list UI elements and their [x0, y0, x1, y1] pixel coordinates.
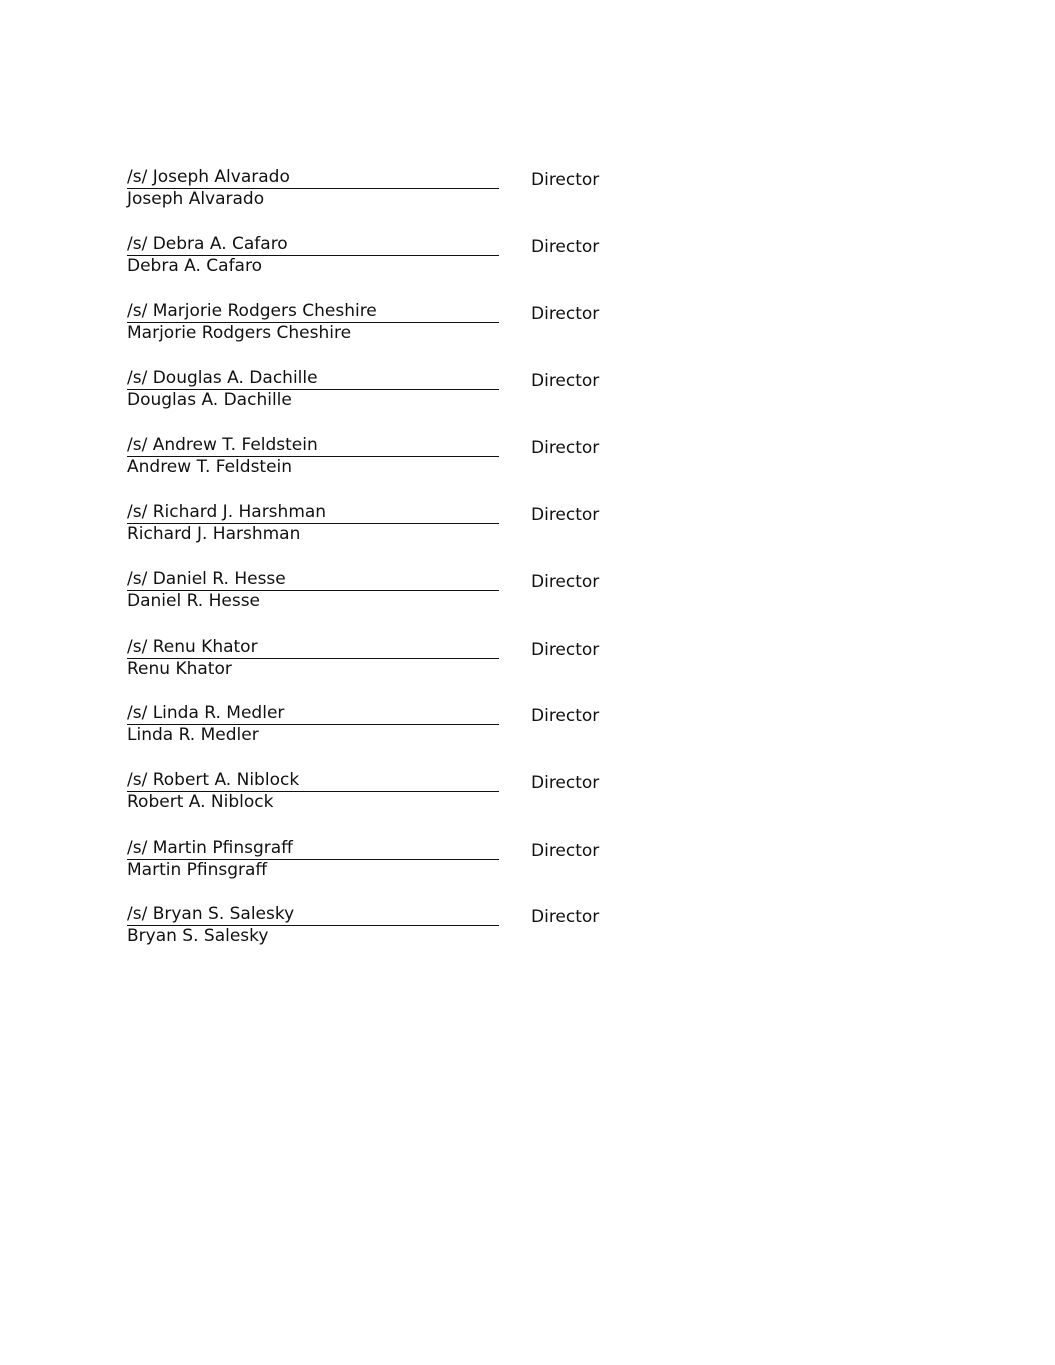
signatory-title: Director [531, 572, 600, 592]
signature-block [127, 503, 647, 551]
signatory-title: Director [531, 304, 600, 324]
signatory-title: Director [531, 438, 600, 458]
signatory-title: Director [531, 170, 600, 190]
signatory-title: Director [531, 706, 600, 726]
signatory-name: Martin Pfinsgraff [127, 860, 268, 880]
signatory-name: Renu Khator [127, 659, 232, 679]
signature-block [127, 839, 647, 887]
signature-line: /s/ Andrew T. Feldstein [127, 436, 499, 457]
signature-line: /s/ Renu Khator [127, 638, 499, 659]
signature-line: /s/ Douglas A. Dachille [127, 369, 499, 390]
signatory-name: Andrew T. Feldstein [127, 457, 293, 477]
signatory-title: Director [531, 237, 600, 257]
signature-block [127, 302, 647, 350]
signature-line: /s/ Daniel R. Hesse [127, 570, 499, 591]
signature-block [127, 638, 647, 686]
signatory-title: Director [531, 841, 600, 861]
signatory-name: Joseph Alvarado [127, 189, 265, 209]
signatory-title: Director [531, 640, 600, 660]
signatory-name: Daniel R. Hesse [127, 591, 261, 611]
signatory-name: Richard J. Harshman [127, 524, 301, 544]
signatory-name: Douglas A. Dachille [127, 390, 292, 410]
signatory-title: Director [531, 371, 600, 391]
signature-line: /s/ Joseph Alvarado [127, 168, 499, 189]
signatory-name: Debra A. Cafaro [127, 256, 262, 276]
signature-block [127, 436, 647, 484]
signature-line: /s/ Richard J. Harshman [127, 503, 499, 524]
signature-block [127, 905, 647, 953]
signature-line: /s/ Debra A. Cafaro [127, 235, 499, 256]
signature-block [127, 570, 647, 618]
signature-line: /s/ Linda R. Medler [127, 704, 499, 725]
signature-line: /s/ Bryan S. Salesky [127, 905, 499, 926]
signature-block [127, 369, 647, 417]
signature-block [127, 704, 647, 752]
signature-block [127, 771, 647, 819]
signature-line: /s/ Martin Pfinsgraff [127, 839, 499, 860]
signature-line: /s/ Robert A. Niblock [127, 771, 499, 792]
signatory-title: Director [531, 505, 600, 525]
signatory-name: Linda R. Medler [127, 725, 259, 745]
signatory-title: Director [531, 907, 600, 927]
signatory-name: Bryan S. Salesky [127, 926, 269, 946]
signatory-name: Robert A. Niblock [127, 792, 274, 812]
signature-line: /s/ Marjorie Rodgers Cheshire [127, 302, 499, 323]
signature-block [127, 168, 647, 216]
signatory-name: Marjorie Rodgers Cheshire [127, 323, 352, 343]
signatory-title: Director [531, 773, 600, 793]
signature-block [127, 235, 647, 283]
